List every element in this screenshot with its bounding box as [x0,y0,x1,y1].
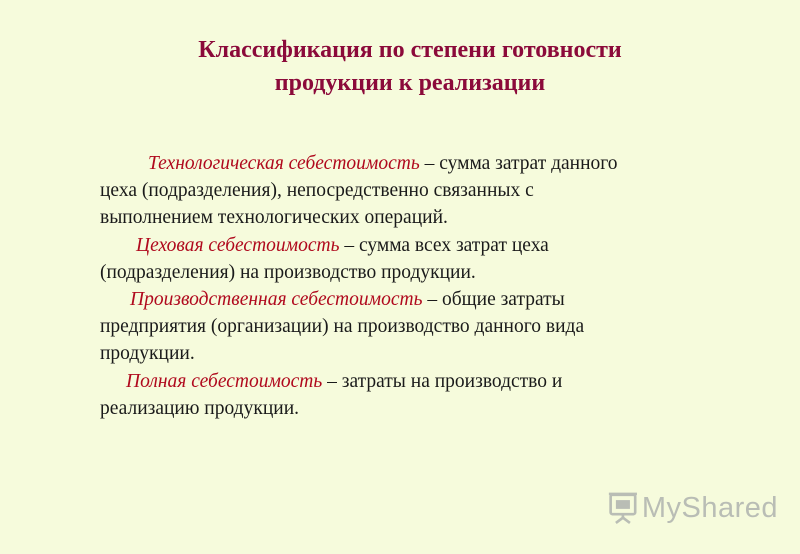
paragraph-technological-line-2: цеха (подразделения), непосредственно связанных с [100,180,534,202]
paragraph-shop-line-2: (подразделения) на производство продукции. [100,261,476,283]
definition-text: – сумма всех затрат цеха [339,234,549,256]
definition-text: – сумма затрат данного [419,153,618,174]
definition-text: – общие затраты [422,289,565,311]
paragraph-production-line-2: предприятия (организации) на производство данного вида [100,316,585,338]
term-technological-cost: Технологическая себестоимость [148,153,420,174]
presentation-board-icon [608,489,638,527]
slide-title [130,34,690,100]
watermark-text: MyShared [641,491,778,524]
paragraph-technological-line-3: выполнением технологических операций. [100,207,448,229]
paragraph-full-line-1 [100,368,720,395]
paragraph-shop-line-1 [100,232,720,259]
term-production-cost: Производственная себестоимость [130,289,423,311]
title-line-2: продукции к реализации [274,70,546,96]
definition-text: – затраты на производство и [322,370,563,392]
paragraph-production-line-1 [100,286,720,313]
term-full-cost: Полная себестоимость [126,370,323,392]
term-shop-cost: Цеховая себестоимость [136,234,340,256]
title-line-1: Классификация по степени готовности [198,37,622,63]
paragraph-technological-line-1 [100,150,720,177]
slide-body [100,150,720,422]
paragraph-full-line-2: реализацию продукции. [100,397,300,419]
paragraph-production-line-3: продукции. [100,343,195,365]
myshared-watermark [608,486,778,530]
